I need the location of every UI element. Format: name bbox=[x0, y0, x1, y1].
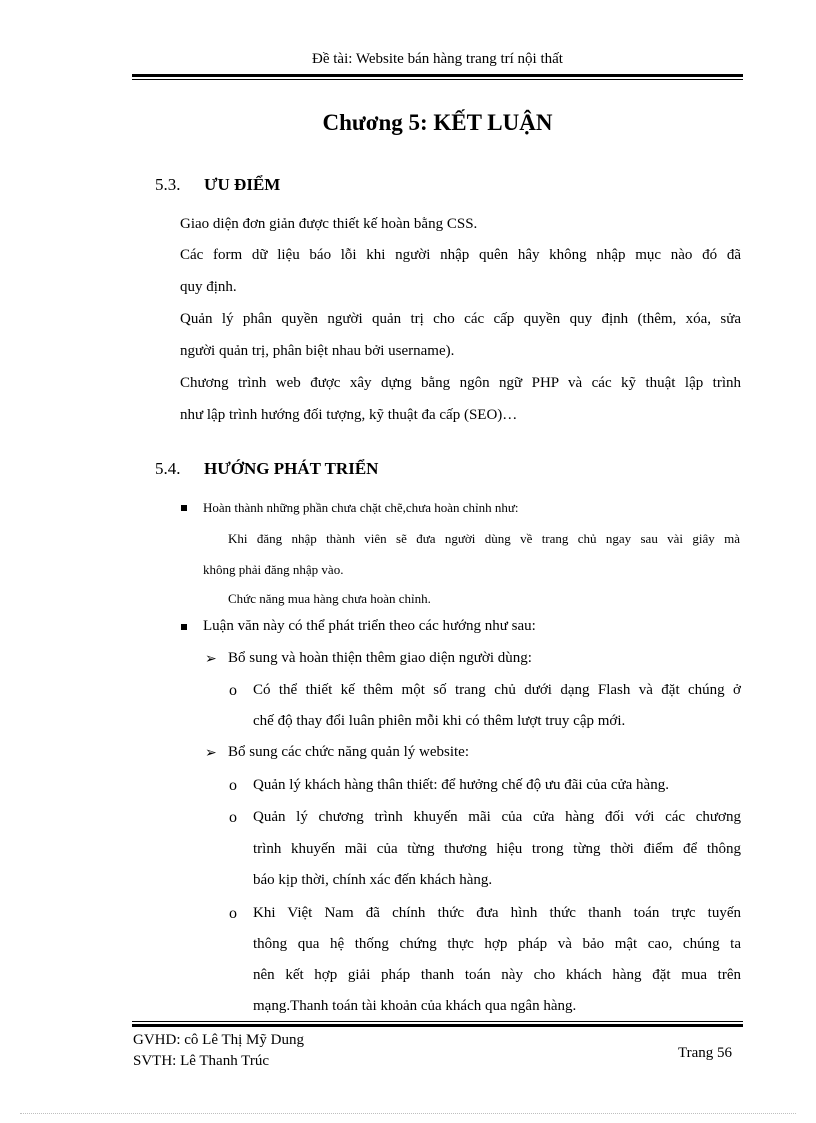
bullet-1-line-2: không phải đăng nhập vào. bbox=[203, 562, 344, 577]
section-5-3-title: ƯU ĐIỂM bbox=[204, 175, 281, 194]
circle-bullet-icon: o bbox=[229, 777, 237, 794]
footer-page-number: Trang 56 bbox=[678, 1045, 733, 1061]
sub-1-item-1-line-2: chế độ thay đổi luân phiên mỗi khi có thêm lượt truy cập mới. bbox=[253, 713, 626, 729]
sub-2-item-2-line-2: trình khuyến mãi của từng thương hiệu trong từng thời điểm để thông bbox=[253, 841, 741, 857]
chapter-title: Chương 5: KẾT LUẬN bbox=[322, 110, 553, 135]
sub-2-item-3-line-3: nên kết hợp giải pháp thanh toán này cho khách hàng đặt mua trên bbox=[253, 967, 741, 983]
header-rule-thick bbox=[132, 74, 743, 77]
sub-2-item-2-line-3: báo kịp thời, chính xác đến khách hàng. bbox=[253, 872, 493, 888]
sub-2-item-3-line-1: Khi Việt Nam đã chính thức đưa hình thức thanh toán trực tuyến bbox=[253, 905, 741, 921]
circle-bullet-icon: o bbox=[229, 905, 237, 922]
footer-rule-thick bbox=[132, 1024, 743, 1027]
sub-2-item-3-line-2: thông qua hệ thống chứng thực hợp pháp và bảo mật cao, chúng ta bbox=[253, 936, 741, 952]
square-bullet-icon bbox=[181, 505, 187, 511]
bullet-1-line-1: Khi đăng nhập thành viên sẽ đưa người dùng về trang chủ ngay sau vài giây mà bbox=[228, 531, 740, 546]
page-header-title: Đề tài: Website bán hàng trang trí nội thất bbox=[312, 51, 563, 67]
sub-2-item-1-line-1: Quản lý khách hàng thân thiết: để hưởng chế độ ưu đãi của cửa hàng. bbox=[253, 777, 669, 793]
sub-2-item-2-line-1: Quản lý chương trình khuyến mãi của cửa hàng đối với các chương bbox=[253, 809, 741, 825]
advantage-line-6: Chương trình web được xây dựng bằng ngôn ngữ PHP và các kỹ thuật lập trình bbox=[180, 375, 741, 391]
page-bottom-dotted-edge bbox=[20, 1113, 796, 1114]
sub-1-text: Bổ sung và hoàn thiện thêm giao diện người dùng: bbox=[228, 650, 532, 666]
sub-2-item-3-line-4: mạng.Thanh toán tài khoản của khách qua ngân hàng. bbox=[253, 998, 577, 1014]
sub-1-item-1-line-1: Có thể thiết kế thêm một số trang chủ dưới dạng Flash và đặt chúng ở bbox=[253, 682, 741, 698]
circle-bullet-icon: o bbox=[229, 809, 237, 826]
footer-student: SVTH: Lê Thanh Trúc bbox=[133, 1053, 269, 1069]
section-5-3-number: 5.3. bbox=[155, 175, 181, 194]
section-5-4-number: 5.4. bbox=[155, 459, 181, 478]
header-rule-thin bbox=[132, 79, 743, 80]
bullet-1-line-3: Chức năng mua hàng chưa hoàn chỉnh. bbox=[228, 591, 431, 606]
footer-rule-thin bbox=[132, 1021, 743, 1022]
square-bullet-icon bbox=[181, 624, 187, 630]
advantage-line-5: người quản trị, phân biệt nhau bởi username). bbox=[180, 343, 455, 359]
bullet-1-text: Hoàn thành những phần chưa chặt chẽ,chưa hoàn chỉnh như: bbox=[203, 500, 519, 515]
section-5-4-title: HƯỚNG PHÁT TRIỂN bbox=[204, 459, 379, 478]
sub-2-text: Bổ sung các chức năng quản lý website: bbox=[228, 744, 469, 760]
circle-bullet-icon: o bbox=[229, 682, 237, 699]
arrow-bullet-icon: ➢ bbox=[205, 746, 217, 761]
advantage-line-7: như lập trình hướng đối tượng, kỹ thuật đa cấp (SEO)… bbox=[180, 407, 518, 423]
advantage-line-4: Quản lý phân quyền người quản trị cho các cấp quyền quy định (thêm, xóa, sửa bbox=[180, 311, 741, 327]
advantage-line-2: Các form dữ liệu báo lỗi khi người nhập quên hây không nhập mục nào đó đã bbox=[180, 247, 741, 263]
advantage-line-3: quy định. bbox=[180, 279, 237, 295]
footer-advisor: GVHD: cô Lê Thị Mỹ Dung bbox=[133, 1032, 304, 1048]
bullet-2-text: Luận văn này có thể phát triển theo các hướng như sau: bbox=[203, 618, 536, 634]
arrow-bullet-icon: ➢ bbox=[205, 652, 217, 667]
advantage-line-1: Giao diện đơn giản được thiết kế hoàn bằng CSS. bbox=[180, 216, 478, 232]
